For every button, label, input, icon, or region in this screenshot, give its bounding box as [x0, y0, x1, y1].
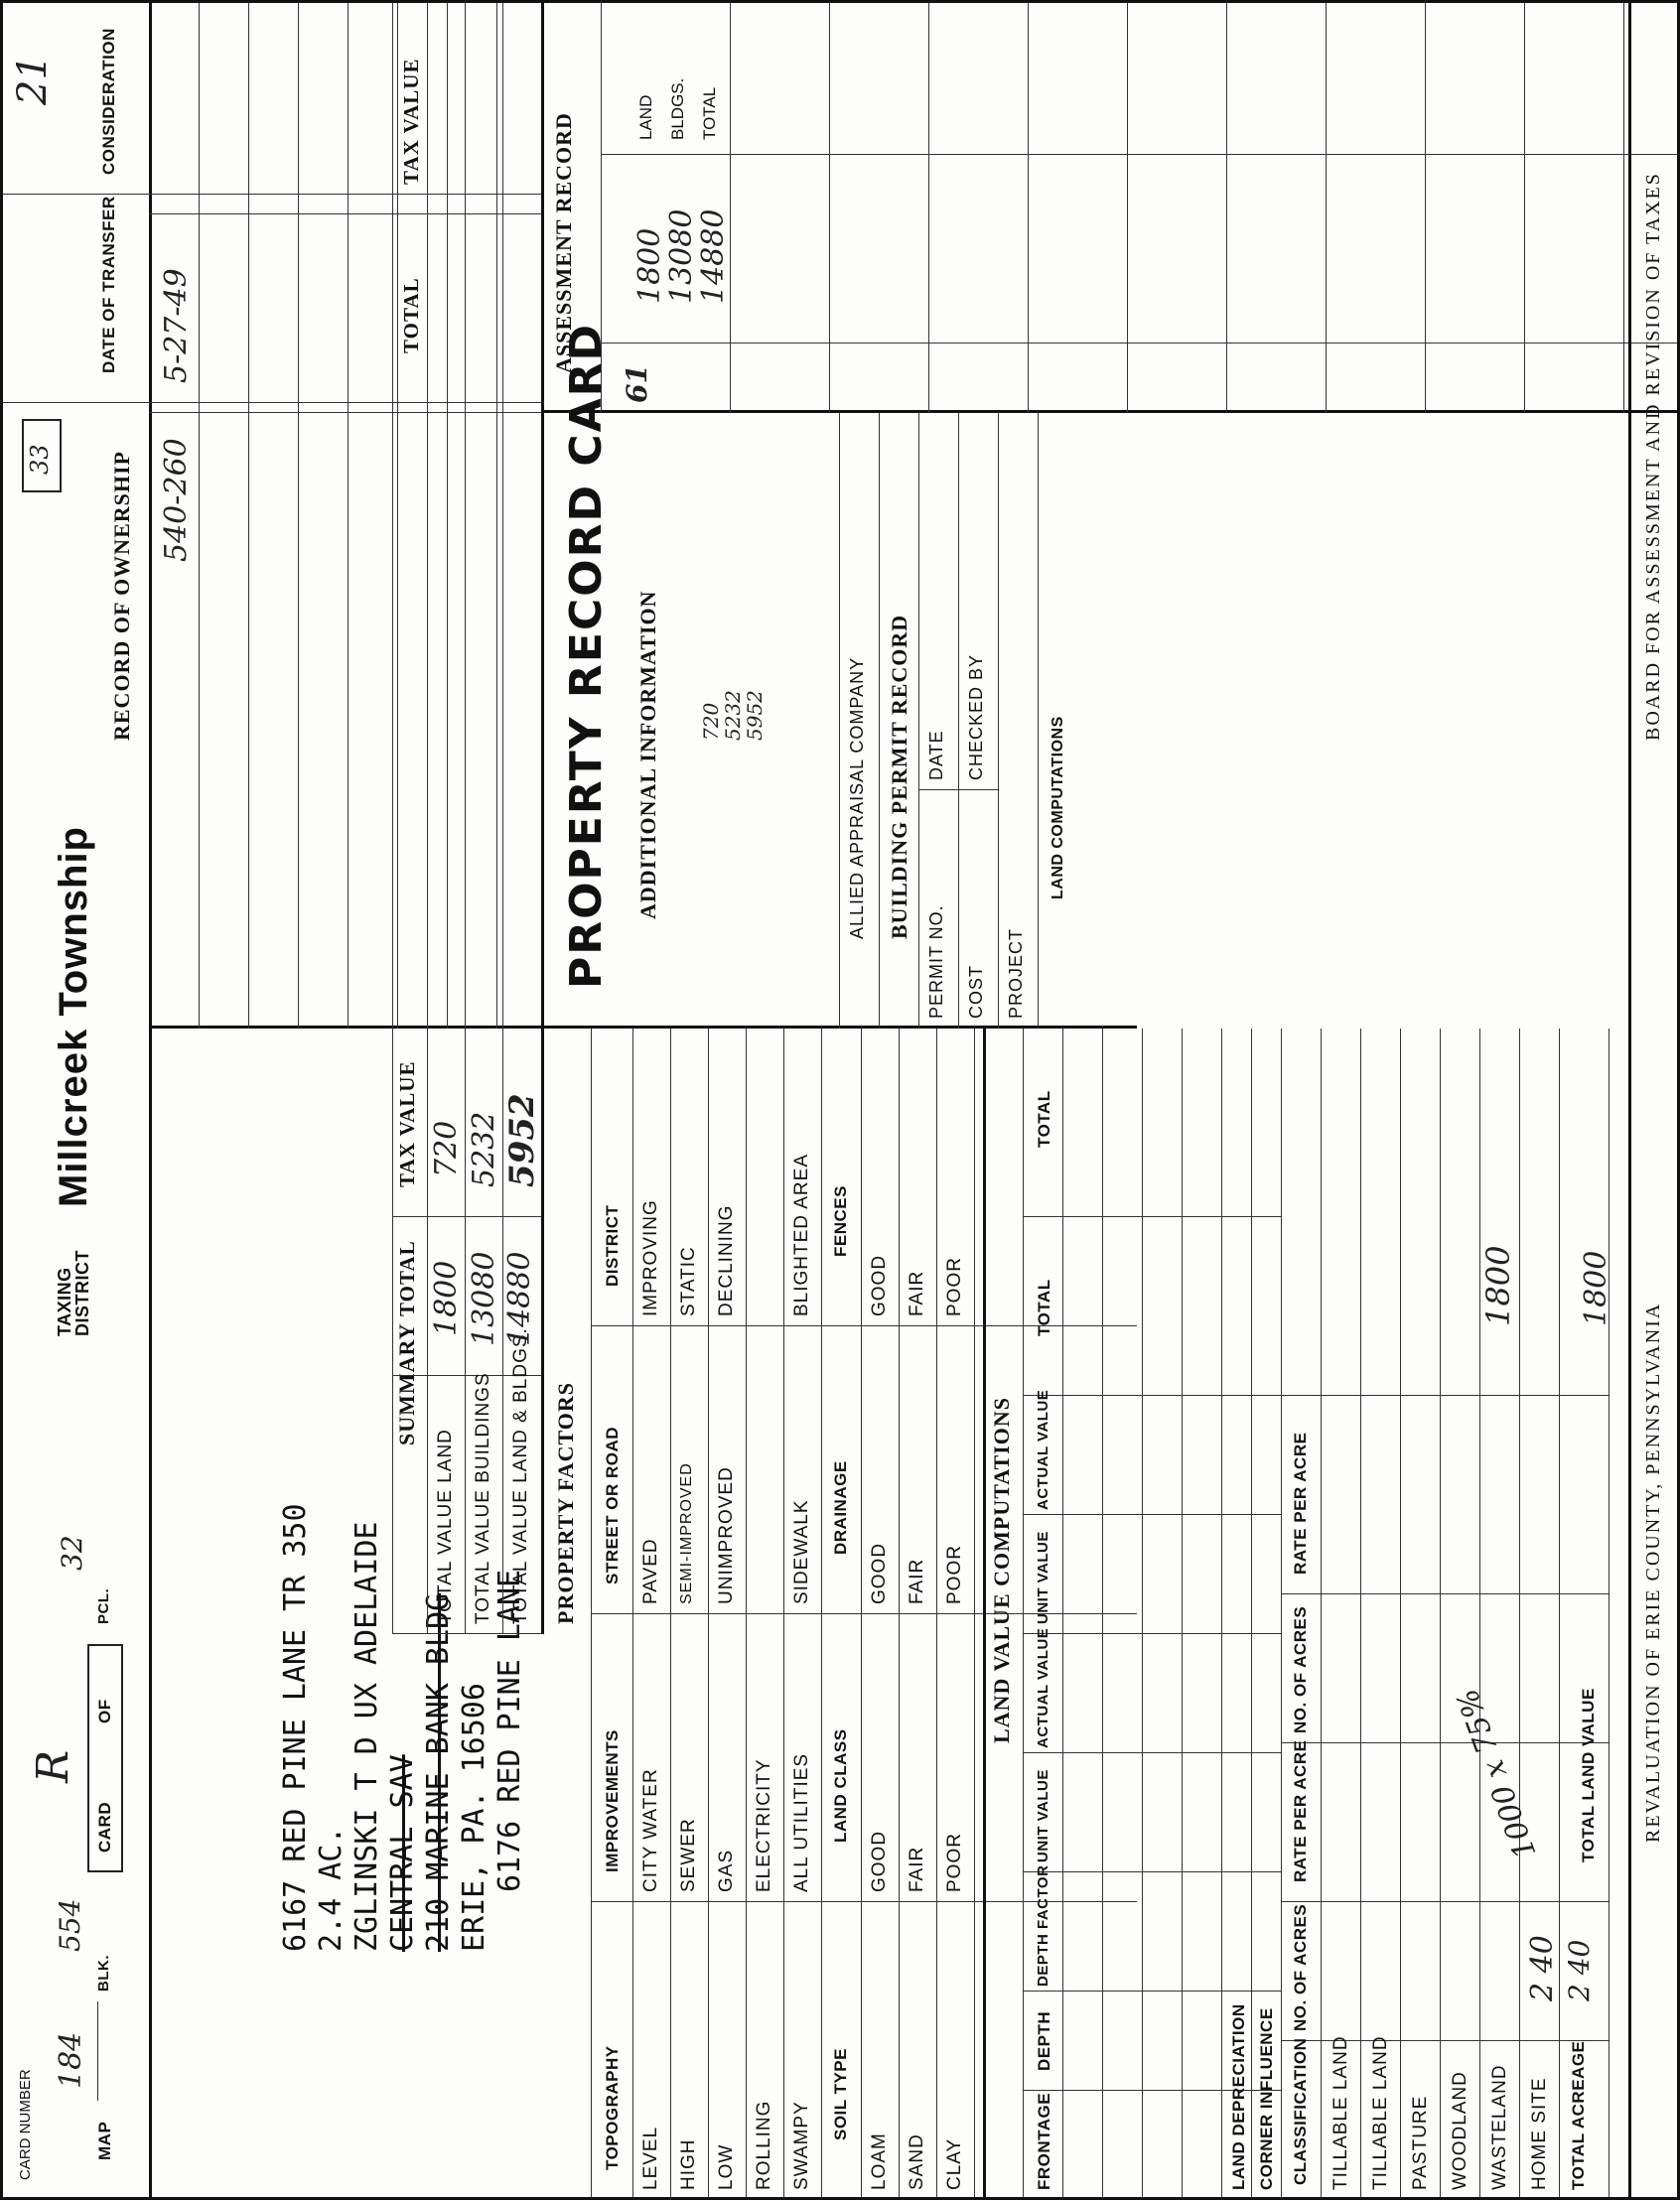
lv-header: FRONTAGE [1035, 2092, 1053, 2190]
factor-item: DECLINING [716, 1204, 737, 1316]
factor-item: ROLLING [754, 2100, 774, 2190]
ownership-date: 5-27-49 [159, 268, 194, 383]
lv-header: TOTAL [1035, 1279, 1053, 1336]
factor-item: STATIC [678, 1246, 699, 1316]
factor-item: SAND [907, 2133, 927, 2190]
card-number-label: CARD NUMBER [17, 2069, 34, 2180]
lv-header: ACTUAL VALUE [1035, 1627, 1051, 1748]
factor-item: POOR [944, 1545, 965, 1604]
lv-lower-header: RATE PER ACRE [1291, 1432, 1310, 1575]
summary-row-label: TOTAL VALUE LAND [435, 1429, 456, 1624]
land-computations-label: LAND COMPUTATIONS [1050, 716, 1066, 899]
consideration-label: CONSIDERATION [99, 28, 118, 175]
permit-no-label: PERMIT NO. [926, 904, 946, 1019]
note-line: 720 [699, 702, 723, 741]
factor-item: GAS [716, 1849, 737, 1892]
total-land-value: 1800 [1579, 1250, 1613, 1326]
address-line: 6176 RED PINE LANE [492, 1569, 527, 1892]
map-value: 184 [54, 2031, 88, 2089]
factor-item: FAIR [907, 1558, 927, 1604]
factor-item: SEMI-IMPROVED [678, 1462, 695, 1604]
factor-item: UNIMPROVED [716, 1466, 737, 1604]
assessment-value: 13080 [664, 208, 699, 304]
card-label: CARD [95, 1801, 114, 1853]
factor-item: BLIGHTED AREA [791, 1154, 812, 1316]
total-acreage-value: 2 40 [1563, 1939, 1596, 2001]
ownership-book: 540-260 [159, 438, 194, 562]
assessment-total-label: TOTAL [399, 277, 423, 353]
lv-header: ACTUAL VALUE [1035, 1389, 1051, 1510]
permit-checked-by-label: CHECKED BY [966, 653, 986, 780]
total-acreage-label: TOTAL ACREAGE [1569, 2040, 1588, 2190]
summary-total: 1800 [429, 1260, 464, 1336]
permit-date-label: DATE [926, 730, 946, 780]
summary-total: 13080 [467, 1251, 501, 1346]
township-name: Millcreek Township [52, 826, 95, 1207]
assessment-tax-label: TAX VALUE [399, 58, 423, 185]
factor-item: PAVED [640, 1538, 661, 1604]
summary-total-label: TOTAL [395, 1240, 419, 1316]
district-header: DISTRICT [603, 1204, 622, 1287]
factor-item: CLAY [944, 2137, 965, 2190]
address-line: 6167 RED PINE LANE TR 350 [278, 1503, 313, 1952]
date-of-transfer-label: DATE OF TRANSFER [99, 196, 118, 373]
card-title: PROPERTY RECORD CARD [561, 322, 612, 989]
total-land-value-label: TOTAL LAND VALUE [1579, 1688, 1598, 1862]
permit-cost-label: COST [966, 964, 986, 1019]
factor-item: POOR [944, 1257, 965, 1316]
summary-tax: 5232 [467, 1111, 501, 1187]
summary-total: 14880 [502, 1251, 537, 1346]
footer-right: BOARD FOR ASSESSMENT AND REVISION OF TAXES [1642, 172, 1664, 741]
factor-item: SWAMPY [791, 2101, 812, 2190]
factor-item: GOOD [869, 1542, 890, 1604]
factor-item: FAIR [907, 1270, 927, 1316]
lv-lower-header: NO. OF ACRES [1291, 1903, 1310, 2031]
footer-left: REVALUATION OF ERIE COUNTY, PENNSYLVANIA [1642, 1302, 1664, 1843]
pcl-value: 32 [56, 1535, 88, 1571]
additional-info: ADDITIONAL INFORMATION [635, 590, 660, 919]
soil-type-header: SOIL TYPE [831, 2048, 850, 2140]
home-site-total: 1800 [1479, 1245, 1517, 1326]
permit-project-label: PROJECT [1006, 927, 1026, 1019]
summary-tax-label: TAX VALUE [395, 1060, 419, 1187]
factor-item: ELECTRICITY [754, 1758, 774, 1892]
factor-item: LEVEL [640, 2126, 661, 2190]
lv-lower-header: NO. OF ACRES [1291, 1605, 1310, 1733]
land-class-header: LAND CLASS [831, 1728, 850, 1843]
home-site-acres: 2 40 [1525, 1935, 1560, 2001]
year-61: 61 [621, 364, 653, 403]
factor-item: POOR [944, 1833, 965, 1892]
corner-number: 21 [10, 55, 56, 105]
address-line: ZGLINSKI T D UX ADELAIDE [350, 1521, 384, 1952]
lv-header: UNIT VALUE [1035, 1769, 1051, 1862]
address-line: CENTRAL SAV [385, 1754, 420, 1952]
land-value-title: LAND VALUE COMPUTATIONS [989, 1397, 1014, 1743]
factor-item: CITY WATER [640, 1768, 661, 1892]
class-item: HOME SITE [1529, 2077, 1550, 2190]
blk-label: BLK. [95, 1955, 112, 1992]
lv-header: UNIT VALUE [1035, 1531, 1051, 1624]
assessment-title: ASSESSMENT RECORD [551, 112, 576, 373]
fences-header: FENCES [831, 1185, 850, 1257]
note-line: 5232 [721, 690, 745, 741]
drainage-header: DRAINAGE [831, 1460, 850, 1555]
summary-row-label: TOTAL VALUE BUILDINGS [473, 1372, 493, 1624]
lv-lower-header: RATE PER ACRE [1291, 1739, 1310, 1882]
land-depreciation-label: LAND DEPRECIATION [1229, 2003, 1248, 2190]
row-label-land: LAND [636, 94, 655, 140]
improvements-header: IMPROVEMENTS [603, 1729, 622, 1872]
building-permit-title: BUILDING PERMIT RECORD [887, 614, 911, 939]
address-line: 2.4 AC. [314, 1826, 349, 1952]
class-item: PASTURE [1410, 2095, 1431, 2190]
factor-item: GOOD [869, 1830, 890, 1892]
factor-item: GOOD [869, 1254, 890, 1316]
street-header: STREET OR ROAD [603, 1426, 622, 1584]
factor-item: SIDEWALK [791, 1499, 812, 1604]
factor-item: IMPROVING [640, 1199, 661, 1316]
class-item: WASTELAND [1489, 2064, 1510, 2190]
pcl-label: PCL. [95, 1587, 112, 1624]
assessment-value: 1800 [632, 227, 667, 304]
summary-tax: 5952 [502, 1093, 542, 1187]
class-item: WOODLAND [1450, 2071, 1470, 2190]
of-label: OF [95, 1699, 114, 1723]
company-name: ALLIED APPRAISAL COMPANY [847, 656, 867, 939]
note-line: 5952 [743, 690, 767, 741]
box-number-value: 33 [26, 444, 54, 475]
map-label: MAP [95, 2121, 114, 2160]
factor-item: LOW [716, 2143, 737, 2190]
factor-item: HIGH [678, 2138, 699, 2190]
corner-influence-label: CORNER INFLUENCE [1257, 2007, 1276, 2190]
property-factors-title: PROPERTY FACTORS [553, 1381, 578, 1624]
card-letter: R [28, 1749, 78, 1783]
address-line: ERIE, PA. 16506 [457, 1683, 491, 1952]
taxing-district-label: TAXING DISTRICT [55, 1250, 92, 1336]
factor-item: ALL UTILITIES [791, 1752, 812, 1892]
class-item: TILLABLE LAND [1370, 2035, 1391, 2190]
lv-header: DEPTH [1035, 2010, 1053, 2071]
row-label-bldgs: BLDGS. [668, 77, 687, 140]
summary-row-label: TOTAL VALUE LAND & BLDGS. [510, 1327, 531, 1624]
class-item: TILLABLE LAND [1330, 2035, 1351, 2190]
factor-item: LOAM [869, 2132, 890, 2190]
factor-item: SEWER [678, 1818, 699, 1892]
home-site-note: 1000 x 75% [1450, 1684, 1544, 1863]
topography-header: TOPOGRAPHY [603, 2045, 622, 2170]
assessment-value: 14880 [696, 208, 731, 304]
lv-lower-header: CLASSIFICATION [1291, 2037, 1310, 2185]
summary-tax: 720 [429, 1120, 464, 1177]
lv-header: TOTAL [1035, 1090, 1053, 1148]
blk-value: 554 [54, 1898, 86, 1952]
row-label-total: TOTAL [700, 86, 719, 140]
factor-item: FAIR [907, 1846, 927, 1892]
summary-title: SUMMARY [394, 1322, 419, 1445]
lv-header: DEPTH FACTOR [1035, 1864, 1051, 1987]
address-line: 210 MARINE BANK BLDG [421, 1592, 456, 1952]
ownership-title: RECORD OF OWNERSHIP [109, 451, 134, 741]
